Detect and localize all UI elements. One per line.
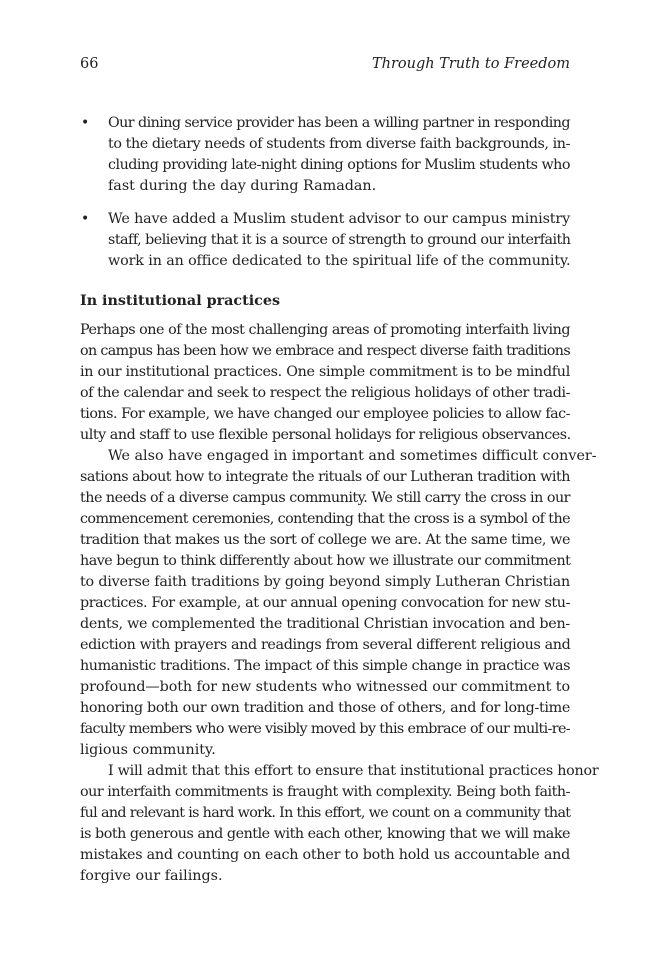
bullet-icon: •: [81, 211, 90, 227]
text-line: work in an office dedicated to the spiritual life of the community.: [108, 253, 571, 269]
text-line: humanistic traditions. The impact of this simple change in practice was: [80, 658, 570, 674]
text-line: tions. For example, we have changed our employee policies to allow fac-: [80, 406, 570, 422]
bullet-item-dining: [80, 113, 570, 197]
page-header: [80, 56, 570, 76]
text-line: ligious community.: [80, 742, 216, 758]
text-line: honoring both our own tradition and those of others, and for long-time: [80, 700, 571, 716]
text-line: I will admit that this effort to ensure that institutional practices honor: [108, 763, 599, 779]
text-line: Perhaps one of the most challenging areas of promoting interfaith living: [80, 322, 570, 338]
text-line: to the dietary needs of students from diverse faith backgrounds, in-: [108, 136, 570, 152]
text-line: practices. For example, at our annual opening convocation for new stu-: [80, 595, 570, 611]
text-line: our interfaith commitments is fraught with complexity. Being both faith-: [80, 784, 570, 800]
bullet-icon: •: [81, 115, 90, 131]
bullet-list: [80, 113, 570, 272]
text-line: have begun to think differently about how we illustrate our commitment: [80, 553, 571, 569]
text-line: faculty members who were visibly moved by this embrace of our multi-re-: [80, 721, 570, 737]
text-line: forgive our failings.: [80, 868, 223, 884]
running-title: Through Truth to Freedom: [371, 56, 570, 72]
text-line: ulty and staff to use flexible personal holidays for religious observances.: [80, 427, 571, 443]
text-line: mistakes and counting on each other to both hold us accountable and: [80, 847, 571, 863]
text-line: to diverse faith traditions by going beyond simply Lutheran Christian: [80, 574, 571, 590]
text-line: profound—both for new students who witnessed our commitment to: [80, 679, 571, 695]
text-line: on campus has been how we embrace and respect diverse faith traditions: [80, 343, 571, 359]
text-line: is both generous and gentle with each other, knowing that we will make: [80, 826, 570, 842]
page-number: 66: [80, 56, 99, 72]
text-line: commencement ceremonies, contending that the cross is a symbol of the: [80, 511, 570, 527]
text-line: sations about how to integrate the rituals of our Lutheran tradition with: [80, 469, 571, 485]
text-line: staff, believing that it is a source of strength to ground our interfaith: [108, 232, 571, 248]
text-line: fast during the day during Ramadan.: [108, 178, 377, 194]
text-line: the needs of a diverse campus community. We still carry the cross in our: [80, 490, 570, 506]
text-line: in our institutional practices. One simple commitment is to be mindful: [80, 364, 571, 380]
text-line: of the calendar and seek to respect the religious holidays of other tradi-: [80, 385, 570, 401]
text-line: tradition that makes us the sort of college we are. At the same time, we: [80, 532, 571, 548]
section-heading: In institutional practices: [80, 293, 280, 309]
page-body: [80, 113, 599, 887]
text-line: ful and relevant is hard work. In this effort, we count on a community that: [80, 805, 571, 821]
paragraph-complexity: [80, 761, 599, 887]
paragraph-rituals: [80, 446, 597, 761]
text-line: We also have engaged in important and sometimes difficult conver-: [108, 448, 597, 464]
text-line: Our dining service provider has been a willing partner in responding: [108, 115, 571, 131]
text-line: dents, we complemented the traditional Christian invocation and ben-: [80, 616, 570, 632]
text-line: ediction with prayers and readings from several different religious and: [80, 637, 571, 653]
paragraph-calendar: [80, 320, 570, 446]
bullet-item-advisor: [80, 209, 570, 272]
text-line: We have added a Muslim student advisor to our campus ministry: [108, 211, 570, 227]
text-line: cluding providing late-night dining options for Muslim students who: [108, 157, 570, 173]
